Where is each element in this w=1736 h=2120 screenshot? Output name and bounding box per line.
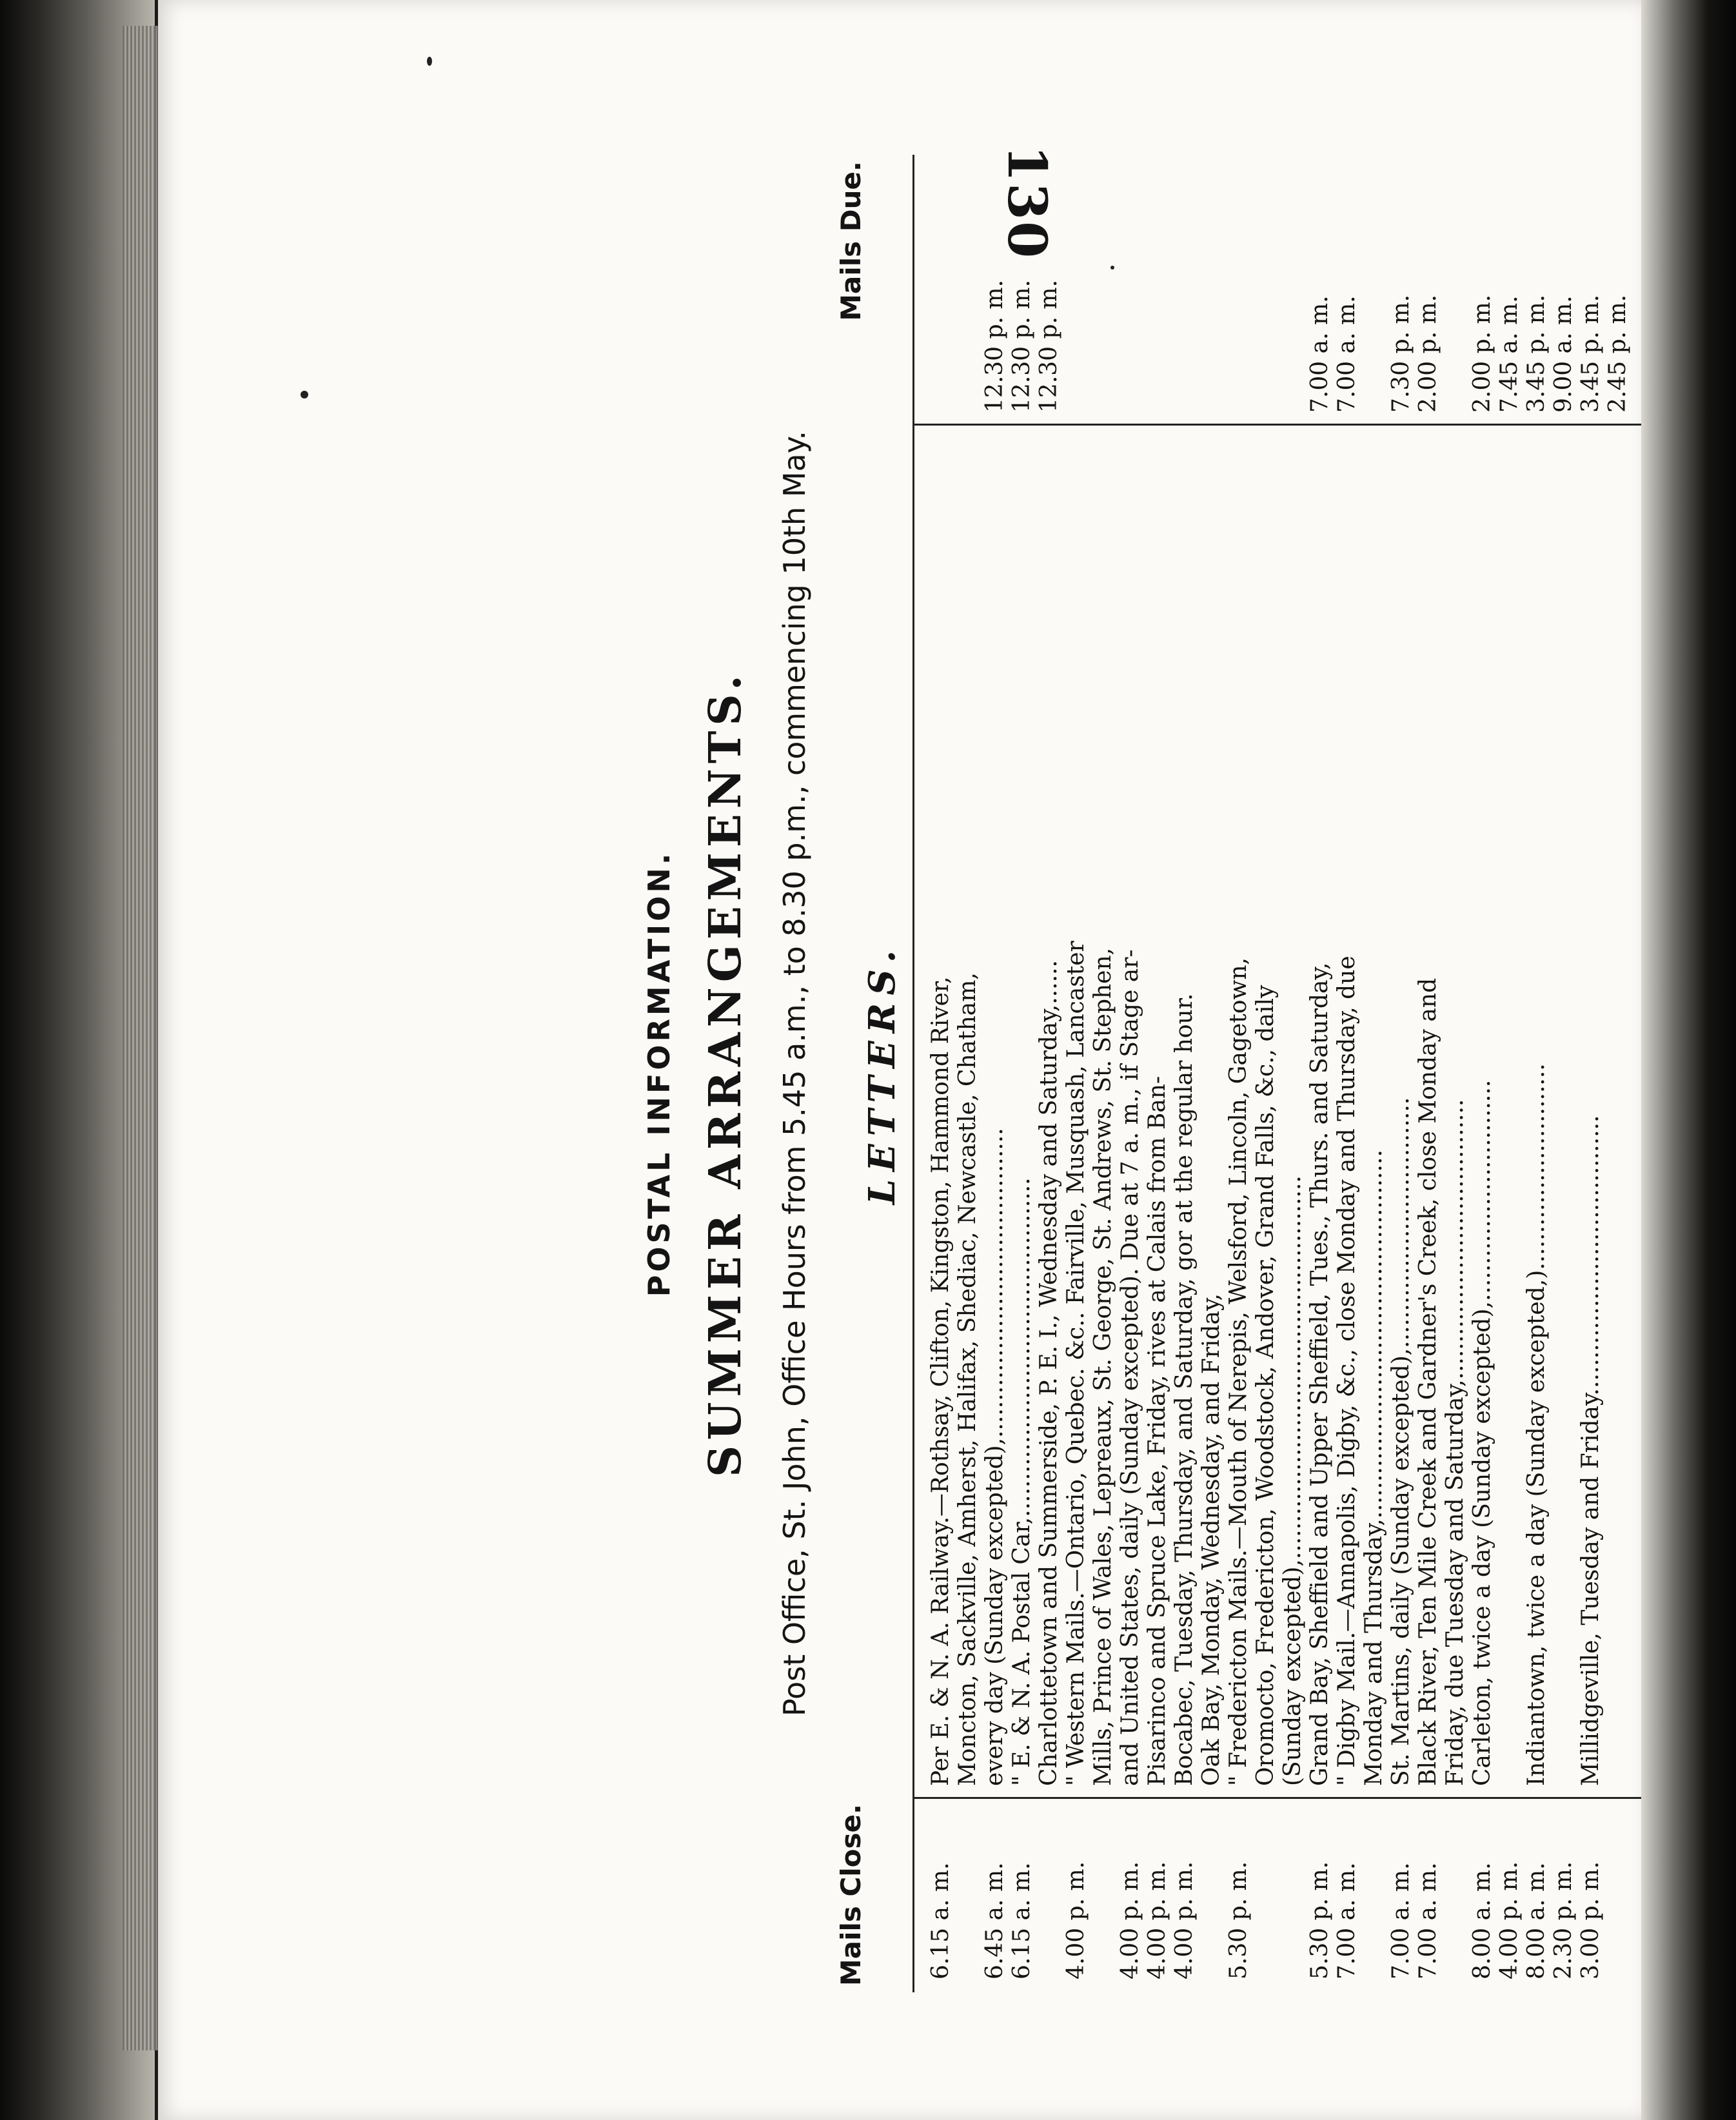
rotated-table-content <box>642 155 1641 1992</box>
office-hours: Post Office, St. John, Office Hours from 5.45 a.m., to 8.30 p.m., commencing 10th May. <box>777 431 812 1717</box>
mail-close-time: 4.00 p. m. <box>1117 1861 1143 1979</box>
mail-due-time: 7.30 p. m. <box>1388 294 1414 413</box>
mails-due-header: Mails Due. <box>835 161 867 321</box>
mail-due-time: 3.45 p. m. <box>1577 294 1604 413</box>
mail-due-time: 7.45 a. m. <box>1496 295 1523 413</box>
mail-route-text: Oak Bay, Monday, Wednesday, and Friday, <box>1198 1293 1225 1786</box>
mail-route-text: Moncton, Sackville, Amherst, Halifax, Shediac, Newcastle, Chatham, <box>954 972 981 1786</box>
mail-due-time: 12.30 p. m. <box>1036 279 1062 413</box>
mail-close-time: 6.45 a. m. <box>981 1862 1008 1979</box>
mails-close-header: Mails Close. <box>835 1803 867 1986</box>
mail-route-text: Mills, Prince of Wales, Lepreaux, St. George, St. Andrews, St. Stephen, <box>1090 947 1116 1786</box>
mail-close-time: 2.30 p. m. <box>1550 1861 1577 1979</box>
table-top-rule <box>912 155 914 1992</box>
mail-close-time: 8.00 a. m. <box>1469 1862 1495 1979</box>
ink-speck <box>301 391 308 398</box>
mail-route-text: Oromocto, Fredericton, Woodstock, Andover, Grand Falls, &c., daily <box>1252 985 1279 1786</box>
mail-route-text: Pisarinco and Spruce Lake, Friday, rives at Calais from Ban- <box>1144 1075 1170 1786</box>
mail-close-time: 8.00 a. m. <box>1523 1862 1550 1979</box>
mail-close-time: 6.15 a. m. <box>927 1862 954 1979</box>
mail-route-text: " Fredericton Mails.—Mouth of Nerepis, Welsford, Lincoln, Gagetown, <box>1225 957 1252 1786</box>
mail-route-text: " Digby Mail.—Annapolis, Digby, &c., close Monday and Thursday, due <box>1334 956 1360 1786</box>
mail-close-time: 4.00 p. m. <box>1171 1861 1198 1979</box>
mail-close-time: 5.30 p. m. <box>1307 1861 1333 1979</box>
mail-route-text: Grand Bay, Sheffield and Upper Sheffield, Tues., Thurs. and Saturday, <box>1307 962 1333 1786</box>
mail-due-time: 3.45 p. m. <box>1523 294 1550 413</box>
mail-close-time: 7.00 a. m. <box>1334 1862 1360 1979</box>
mail-route-text: Indiantown, twice a day (Sunday excepted,)............................ <box>1523 1063 1550 1786</box>
page-stack-edges <box>123 26 161 2050</box>
mail-close-time: 7.00 a. m. <box>1388 1862 1414 1979</box>
mail-route-text: " Western Mails.—Ontario, Quebec. &c.. Fairville, Musquash, Lancaster <box>1063 941 1089 1786</box>
mail-route-text: and United States, daily (Sunday excepted). Due at 7 a. m., if Stage ar- <box>1117 949 1143 1786</box>
scan-right-edge <box>1641 0 1736 2120</box>
mail-close-time: 5.30 p. m. <box>1225 1861 1252 1979</box>
ink-speck <box>427 57 432 66</box>
mail-route-text: Carleton, twice a day (Sunday excepted),.............................. <box>1469 1079 1495 1786</box>
mail-route-text: Monday and Thursday,.................................................. <box>1361 1150 1387 1786</box>
page-number: 130 <box>996 145 1058 260</box>
mail-due-time: 7.00 a. m. <box>1334 295 1360 413</box>
due-column-rule <box>912 424 1641 426</box>
mail-route-text: (Sunday excepted),.................................................... <box>1279 1175 1306 1786</box>
mail-route-text: Bocabec, Tuesday, Thursday, and Saturday, gor at the regular hour. <box>1171 993 1198 1786</box>
page-subtitle: SUMMER ARRANGEMENTS. <box>700 670 751 1477</box>
letters-heading: LETTERS. <box>861 942 903 1205</box>
mail-close-time: 4.00 p. m. <box>1496 1861 1523 1979</box>
mail-close-time: 6.15 a. m. <box>1009 1862 1035 1979</box>
mail-due-time: 12.30 p. m. <box>981 279 1008 413</box>
mail-route-text: Charlottetown and Summerside, P. E. I., Wednesday and Saturday,...... <box>1036 960 1062 1786</box>
mail-due-time: 12.30 p. m. <box>1009 279 1035 413</box>
mail-route-text: " E. & N. A. Postal Car,.............................................. <box>1009 1177 1035 1786</box>
mail-route-text: Friday, due Tuesday and Saturday,...................................... <box>1442 1099 1468 1786</box>
page-title: POSTAL INFORMATION. <box>642 850 676 1297</box>
mail-due-time: 7.00 a. m. <box>1307 295 1333 413</box>
mail-route-text: St. Martins, daily (Sunday excepted),.................................. <box>1388 1097 1414 1786</box>
mail-route-text: every day (Sunday excepted),.......................................... <box>981 1128 1008 1786</box>
mail-due-time: 9.00 a. m. <box>1550 295 1577 413</box>
mail-close-time: 3.00 p. m. <box>1577 1861 1604 1979</box>
mail-due-time: 2.00 p. m. <box>1469 294 1495 413</box>
mail-due-time: 2.45 p. m. <box>1604 294 1631 413</box>
mail-close-time: 7.00 a. m. <box>1415 1862 1441 1979</box>
mail-close-time: 4.00 p. m. <box>1144 1861 1170 1979</box>
mail-close-time: 4.00 p. m. <box>1063 1861 1089 1979</box>
mail-route-text: Millidgeville, Tuesday and Friday...................................... <box>1577 1115 1604 1786</box>
mail-route-text: Per E. & N. A. Railway.—Rothsay, Clifton, Kingston, Hammond River, <box>927 976 954 1786</box>
mail-due-time: 2.00 p. m. <box>1415 294 1441 413</box>
mail-route-text: Black River, Ten Mile Creek and Gardner's Creek, close Monday and <box>1415 977 1441 1786</box>
close-column-rule <box>912 1797 1641 1799</box>
